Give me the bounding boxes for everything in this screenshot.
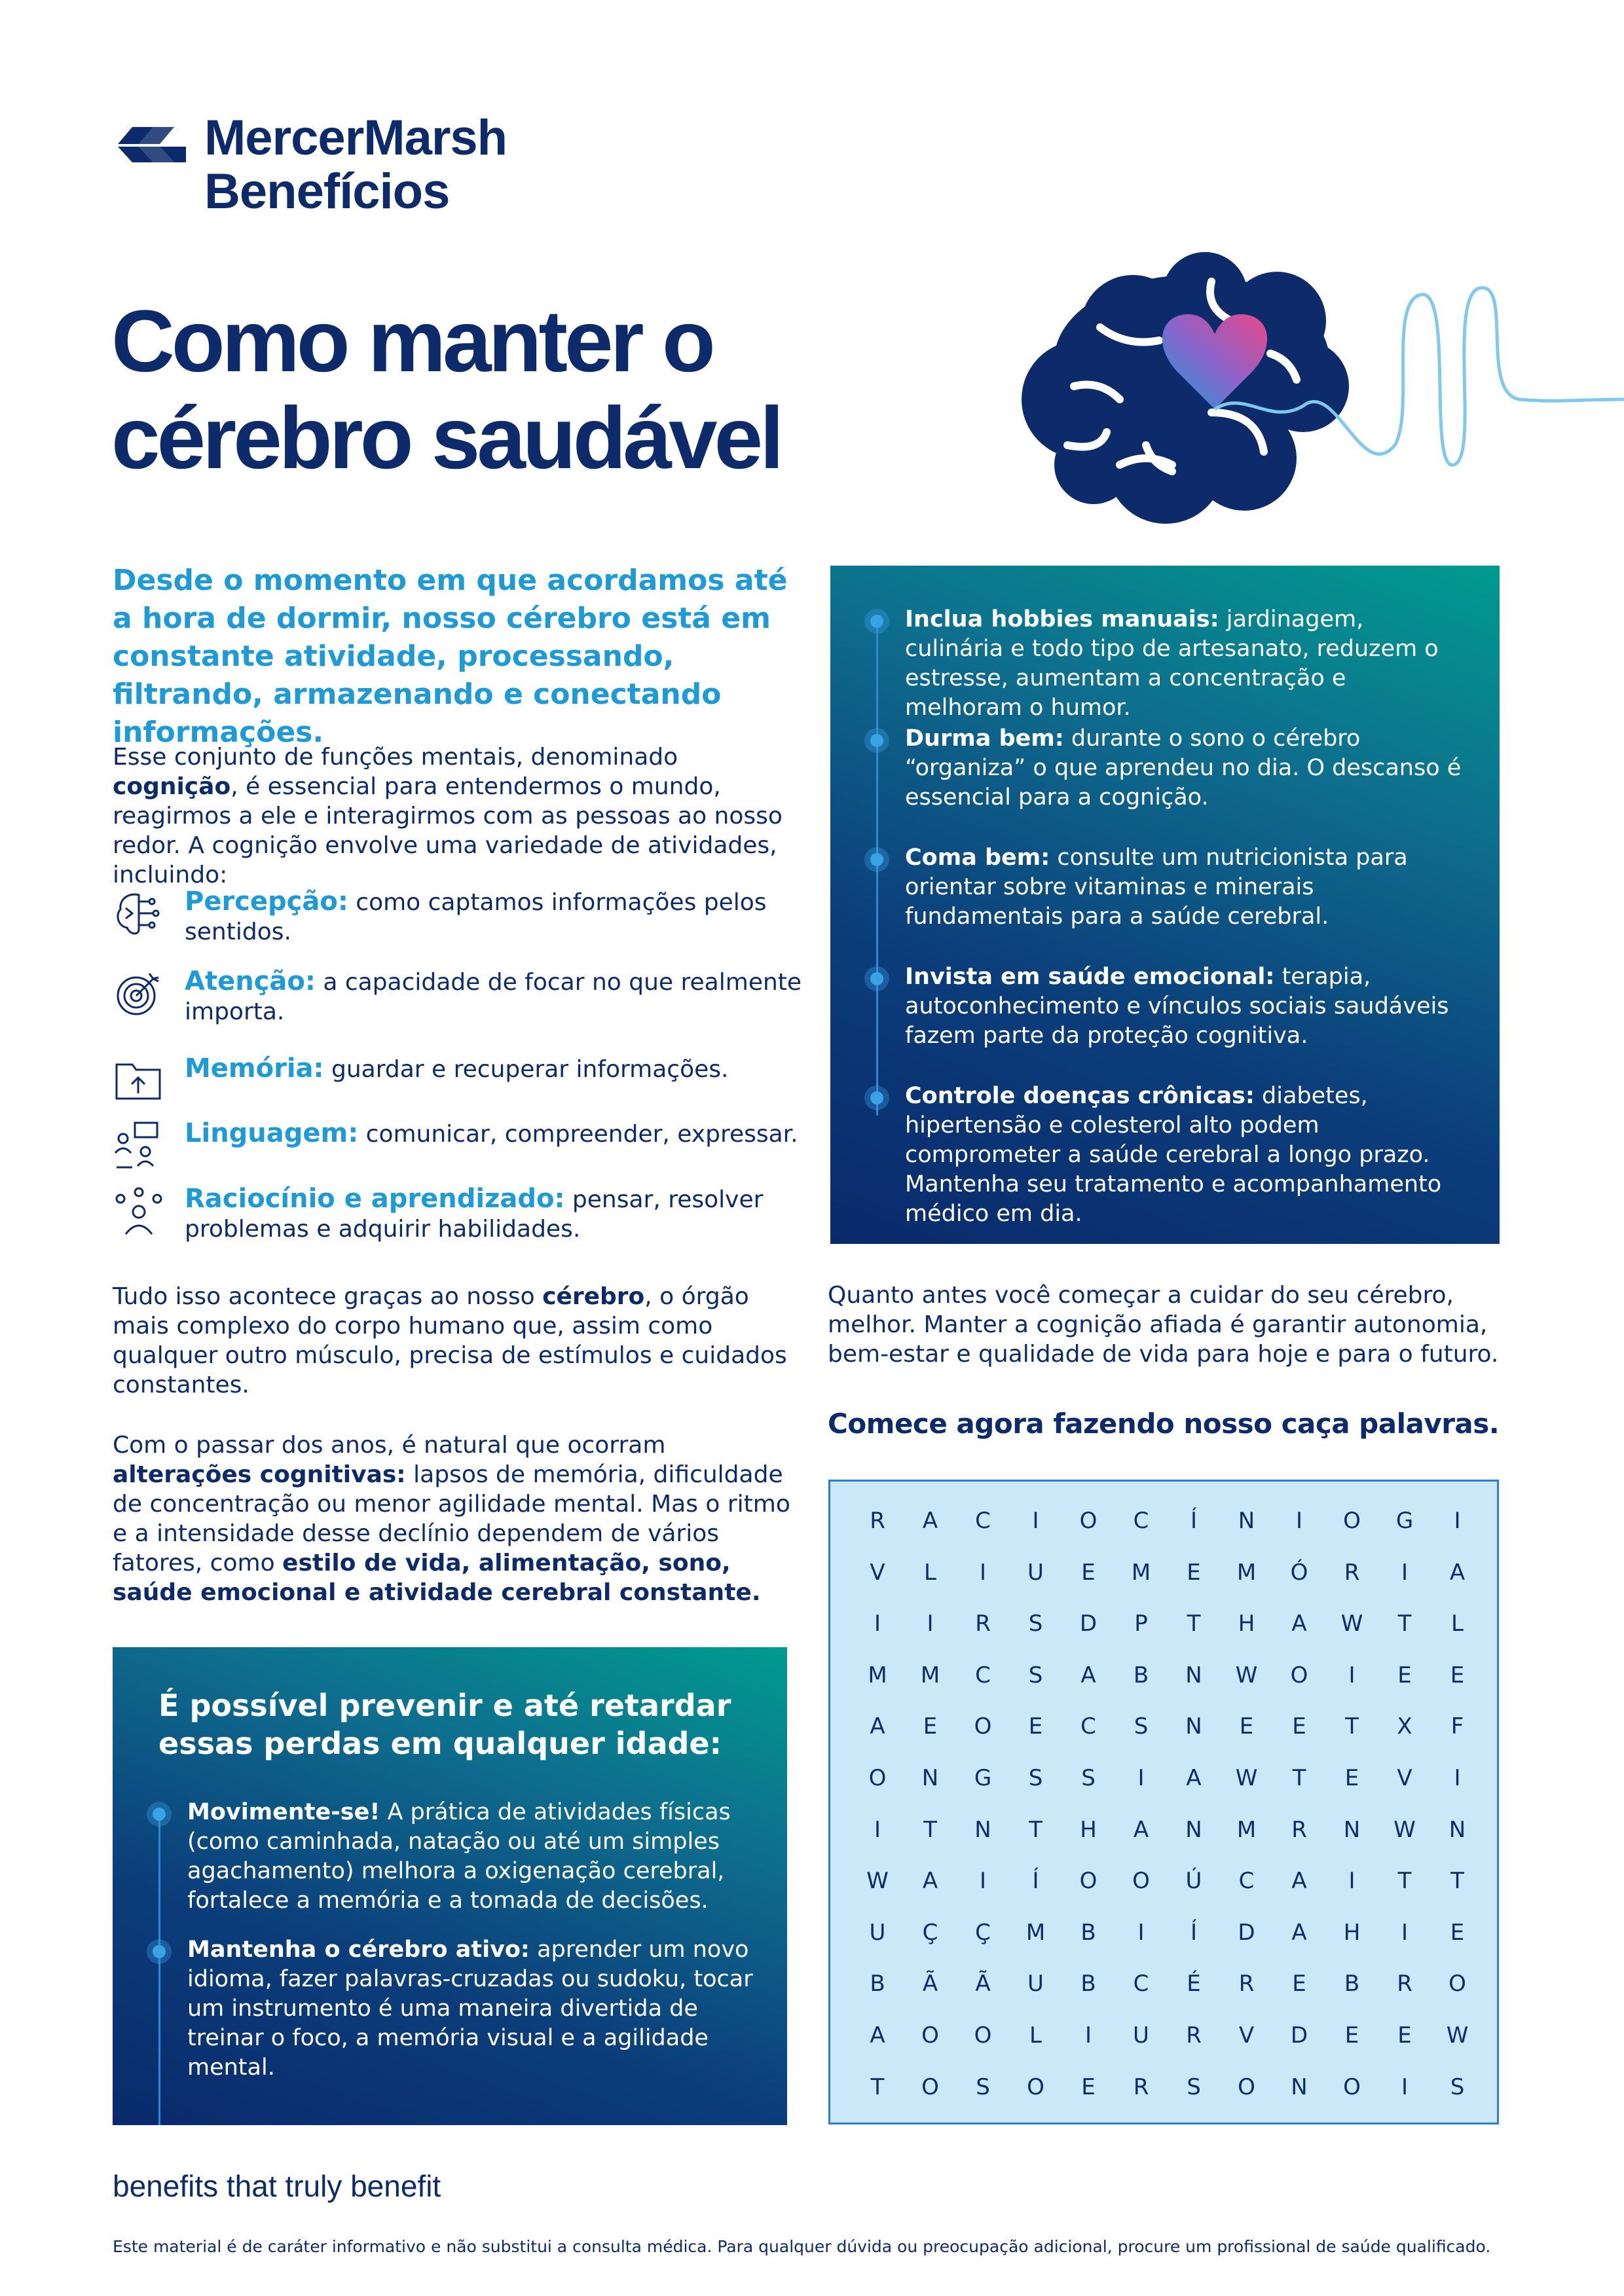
word-search-letter[interactable]: M	[920, 1662, 940, 1688]
word-search-letter[interactable]: E	[1397, 2022, 1412, 2049]
word-search-letter[interactable]: R	[1186, 2022, 1202, 2049]
word-search-letter[interactable]: R	[870, 1508, 885, 1534]
prevention-heading: É possível prevenir e até retardar essas perdas em qualquer idade:	[158, 1688, 731, 1761]
word-search-letter[interactable]: I	[1348, 1868, 1356, 1895]
word-search-letter[interactable]: S	[1450, 2073, 1465, 2100]
function-text: comunicar, compreender, expressar.	[358, 1121, 798, 1148]
word-search-letter[interactable]: H	[1238, 1611, 1255, 1637]
word-search-letter[interactable]: N	[921, 1765, 939, 1791]
group-network-icon	[113, 1184, 165, 1237]
function-text: a capacidade de focar no que realmente importa.	[185, 969, 802, 1025]
word-search-letter[interactable]: U	[1133, 2022, 1149, 2049]
word-search-letter[interactable]: I	[1137, 1919, 1145, 1946]
word-search-letter[interactable]: E	[1450, 1919, 1465, 1946]
brand-logo	[113, 111, 507, 219]
word-search-letter[interactable]: N	[1185, 1713, 1202, 1740]
timeline-line	[158, 1811, 160, 2125]
word-search-letter[interactable]: A	[922, 1508, 938, 1534]
word-search-letter[interactable]: C	[1238, 1868, 1255, 1895]
word-search-letter[interactable]: T	[1450, 1868, 1464, 1895]
cognition-paragraph: Esse conjunto de funções mentais, denominado cognição, é essencial para entendermos o mundo, reagirmos a ele e interagirmos com as pessoas ao nosso redor. A cognição envolve uma variedade de atividades, incluindo:	[113, 744, 783, 888]
function-text: guardar e recuperar informações.	[323, 1056, 729, 1083]
word-search-letter[interactable]: G	[1395, 1508, 1414, 1534]
word-search-letter[interactable]: W	[866, 1868, 889, 1895]
word-search-letter[interactable]: A	[922, 1868, 938, 1895]
word-search-letter[interactable]: É	[1187, 1971, 1201, 1997]
word-search-letter[interactable]: I	[1295, 1508, 1303, 1534]
word-search-letter[interactable]: S	[1187, 2073, 1201, 2100]
word-search-letter[interactable]: I	[1401, 2073, 1409, 2100]
bullet-dot-icon	[864, 1085, 889, 1110]
word-search-letter[interactable]: N	[1185, 1816, 1202, 1843]
word-search-letter[interactable]: A	[1133, 1816, 1149, 1843]
word-search-letter[interactable]: S	[1081, 1765, 1096, 1791]
word-search-letter[interactable]: I	[927, 1611, 934, 1637]
word-search-letter[interactable]: I	[1454, 1765, 1461, 1791]
function-heading: Atenção:	[185, 966, 316, 996]
word-search-letter[interactable]: R	[1291, 1816, 1307, 1843]
word-search-letter[interactable]: H	[1343, 1919, 1361, 1946]
word-search-letter[interactable]: X	[1397, 1713, 1412, 1740]
word-search-letter[interactable]: Ç	[975, 1919, 991, 1946]
word-search-letter[interactable]: Í	[1190, 1919, 1198, 1946]
word-search-letter[interactable]: I	[874, 1816, 881, 1843]
title-line-2: cérebro saudável	[111, 390, 781, 487]
word-search-letter[interactable]: M	[1236, 1816, 1257, 1843]
word-search-letter[interactable]: I	[1084, 2022, 1092, 2049]
word-search-letter[interactable]: A	[1291, 1611, 1307, 1637]
word-search-letter[interactable]: Í	[1032, 1868, 1039, 1895]
word-search-letter[interactable]: D	[1238, 1919, 1255, 1946]
word-search-letter[interactable]: O	[1238, 2073, 1255, 2100]
word-search-letter[interactable]: N	[1343, 1816, 1361, 1843]
aging-paragraph: Com o passar dos anos, é natural que ocorram alterações cognitivas: lapsos de memória, dificuldade de concentração ou menor agilidade mental. Mas o ritmo e a intensidade desse declínio dependem de vários fatores, como estilo de vida, alimentação, sono, saúde emocional e atividade cerebral constante.	[113, 1432, 790, 1606]
word-search-letter[interactable]: T	[1397, 1611, 1412, 1637]
word-search-letter[interactable]: E	[1081, 1559, 1096, 1586]
word-search-letter[interactable]: C	[1133, 1971, 1149, 1997]
word-search-letter[interactable]: C	[975, 1662, 991, 1688]
word-search-letter[interactable]: I	[1454, 1508, 1461, 1534]
word-search-letter[interactable]: G	[974, 1765, 992, 1791]
word-search-letter[interactable]: D	[1079, 1611, 1098, 1637]
word-search-letter[interactable]: B	[1080, 1919, 1096, 1946]
word-search-letter[interactable]: W	[1235, 1662, 1258, 1688]
word-search-letter[interactable]: I	[1401, 1559, 1409, 1586]
word-search-letter[interactable]: O	[1343, 2073, 1361, 2100]
word-search-letter[interactable]: W	[1235, 1765, 1258, 1791]
word-search-letter[interactable]: N	[1238, 1508, 1255, 1534]
word-search-letter[interactable]: A	[870, 1713, 885, 1740]
word-search-letter[interactable]: E	[1450, 1662, 1465, 1688]
intro-text: Desde o momento em que acordamos até a hora de dormir, nosso cérebro está em constante atividade, processando, filtrando, armazenando e conectando informações.	[113, 564, 788, 749]
cognition-term: cognição	[113, 773, 231, 800]
function-text: como captamos informações pelos sentidos.	[185, 889, 767, 945]
word-search-letter[interactable]: S	[1028, 1765, 1043, 1791]
word-search-letter[interactable]: I	[1401, 1919, 1409, 1946]
word-search-letter[interactable]: L	[1451, 1611, 1464, 1637]
word-search-letter[interactable]: T	[1292, 1765, 1306, 1791]
word-search-letter[interactable]: E	[1239, 1713, 1254, 1740]
word-search-letter[interactable]: I	[1137, 1765, 1145, 1791]
word-search-letter[interactable]: B	[870, 1971, 885, 1997]
word-search-letter[interactable]: I	[1032, 1508, 1039, 1534]
word-search-letter[interactable]: S	[1028, 1611, 1043, 1637]
word-search-letter[interactable]: M	[1236, 1559, 1257, 1586]
word-search-letter[interactable]: R	[1397, 1971, 1412, 1997]
word-search-letter[interactable]: N	[1449, 1816, 1466, 1843]
word-search-letter[interactable]: S	[976, 2073, 990, 2100]
word-search-letter[interactable]: O	[1027, 2073, 1044, 2100]
word-search-letter[interactable]: Ã	[975, 1971, 991, 1997]
word-search-letter[interactable]: N	[1185, 1662, 1202, 1688]
word-search-letter[interactable]: Í	[1190, 1508, 1198, 1534]
word-search-letter[interactable]: S	[1028, 1662, 1043, 1688]
word-search-letter[interactable]: Ã	[922, 1971, 938, 1997]
word-search-letter[interactable]: R	[975, 1611, 991, 1637]
word-search-letter[interactable]: I	[874, 1611, 881, 1637]
word-search-letter[interactable]: E	[1028, 1713, 1043, 1740]
word-search-letter[interactable]: U	[869, 1919, 886, 1946]
word-search-letter[interactable]: Ú	[1185, 1868, 1202, 1895]
word-search-letter[interactable]: O	[1079, 1508, 1098, 1534]
function-heading: Linguagem:	[185, 1118, 359, 1148]
word-search-letter[interactable]: Ç	[922, 1919, 938, 1946]
word-search-letter[interactable]: O	[974, 1713, 992, 1740]
word-search-letter[interactable]: E	[923, 1713, 938, 1740]
bullet-dot-icon	[864, 847, 889, 872]
word-search-letter[interactable]: I	[979, 1868, 987, 1895]
word-search-letter[interactable]: B	[1133, 1662, 1149, 1688]
closing-paragraph: Quanto antes você começar a cuidar do seu cérebro, melhor. Manter a cognição afiada é garantir autonomia, bem-estar e qualidade de vida para hoje e para o futuro.	[828, 1282, 1499, 1368]
word-search-letter[interactable]: M	[868, 1662, 887, 1688]
word-search-letter[interactable]: B	[1344, 1971, 1360, 1997]
word-search-letter[interactable]: W	[1393, 1816, 1416, 1843]
prevention-box: É possível prevenir e até retardar essas perdas em qualquer idade: Movimente-se! A prática de atividades físicas (como caminhada, natação ou até um simples agachamento) melhora a oxigenação cerebral, fortalece a memória e a tomada de decisões. Mantenha o cérebro ativo: aprender um novo idioma, fazer palavras-cruzadas ou sudoku, tocar um instrumento é uma maneira divertida de treinar o foco, a memória visual e a agilidade mental.	[113, 1647, 787, 2125]
word-search-letter[interactable]: F	[1450, 1713, 1464, 1740]
target-icon	[113, 967, 165, 1019]
word-search-letter[interactable]: E	[1397, 1662, 1412, 1688]
folder-upload-icon	[113, 1054, 165, 1106]
word-search-letter[interactable]: A	[1291, 1919, 1307, 1946]
word-search-letter[interactable]: O	[1290, 1662, 1308, 1688]
word-search-letter[interactable]: T	[1029, 1816, 1043, 1843]
title-line-1: Como manter o	[111, 293, 712, 390]
word-search-letter[interactable]: E	[1344, 1765, 1359, 1791]
page-title	[111, 293, 897, 487]
word-search-letter[interactable]: C	[1133, 1508, 1149, 1534]
function-heading: Raciocínio e aprendizado:	[185, 1184, 565, 1214]
word-search-letter[interactable]: T	[1187, 1611, 1201, 1637]
word-search-letter[interactable]: Ó	[1290, 1559, 1308, 1586]
word-search-letter[interactable]: O	[1343, 1508, 1361, 1534]
word-search-letter[interactable]: N	[1291, 2073, 1308, 2100]
word-search-letter[interactable]: B	[1080, 1971, 1096, 1997]
brand-subname: Benefícios	[204, 164, 450, 219]
word-search-letter[interactable]: T	[870, 2073, 885, 2100]
word-search-letter[interactable]: A	[1080, 1662, 1096, 1688]
word-search-letter[interactable]: O	[921, 2022, 939, 2049]
word-search-letter[interactable]: D	[1290, 2022, 1308, 2049]
word-search-letter[interactable]: N	[974, 1816, 991, 1843]
function-heading: Memória:	[185, 1053, 324, 1084]
word-search-letter[interactable]: O	[974, 2022, 992, 2049]
word-search-letter[interactable]: E	[1344, 2022, 1359, 2049]
disclaimer: Este material é de caráter informativo e não substitui a consulta médica. Para qualquer dúvida ou preocupação adicional, procure um profissional de saúde qualificado.	[113, 2237, 1491, 2256]
bullet-dot-icon	[147, 1939, 172, 1964]
brand-name: MercerMarsh	[204, 110, 507, 166]
word-search-letter[interactable]: E	[1292, 1971, 1306, 1997]
word-search-letter[interactable]: R	[1133, 2073, 1149, 2100]
bullet-dot-icon	[864, 609, 889, 634]
word-search-letter[interactable]: O	[1132, 1868, 1150, 1895]
word-search-letter[interactable]: E	[1081, 2073, 1096, 2100]
word-search-letter[interactable]: O	[1079, 1868, 1098, 1895]
word-search-letter[interactable]: T	[1397, 1868, 1412, 1895]
word-search-letter[interactable]: I	[1348, 1662, 1356, 1688]
word-search-letter[interactable]: C	[1080, 1713, 1096, 1740]
word-search-letter[interactable]: M	[1131, 1559, 1151, 1586]
word-search-letter[interactable]: T	[1345, 1713, 1359, 1740]
bullet-dot-icon	[147, 1802, 172, 1827]
word-search-letter[interactable]: V	[870, 1559, 885, 1586]
word-search-letter[interactable]: E	[1292, 1713, 1306, 1740]
brain-circuit-icon	[113, 887, 165, 939]
word-search-letter[interactable]: E	[1187, 1559, 1201, 1586]
people-chat-icon	[113, 1119, 165, 1171]
word-search-grid[interactable]	[828, 1480, 1499, 2124]
word-search-letter[interactable]: R	[1344, 1559, 1360, 1586]
word-search-letter[interactable]: P	[1134, 1611, 1148, 1637]
word-search-letter[interactable]: S	[1134, 1713, 1149, 1740]
word-search-letter[interactable]: U	[1027, 1971, 1044, 1997]
word-search-letter[interactable]: W	[1340, 1611, 1363, 1637]
word-search-letter[interactable]: A	[1186, 1765, 1202, 1791]
word-search-letter[interactable]: U	[1027, 1559, 1044, 1586]
word-search-letter[interactable]: R	[1238, 1971, 1255, 1997]
word-search-letter[interactable]: V	[1397, 1765, 1412, 1791]
word-search-letter[interactable]: L	[924, 1559, 936, 1586]
function-text: pensar, resolver problemas e adquirir habilidades.	[185, 1186, 764, 1243]
tips-box: Inclua hobbies manuais: jardinagem, culinária e todo tipo de artesanato, reduzem o estresse, aumentam a concentração e melhoram o humor. Durma bem: durante o sono o cérebro “organiza” o que aprendeu no dia. O descanso é essencial para a cognição. Coma bem: consulte um nutricionista para orientar sobre vitaminas e minerais fundamentais para a saúde cerebral. Invista em saúde emocional: terapia, autoconhecimento e vínculos sociais saudáveis fazem parte da proteção cognitiva. Controle doenças crônicas: diabetes, hipertensão e colesterol alto podem comprometer a saúde cerebral a longo prazo. Mantenha seu tratamento e acompanhamento médico em dia.	[830, 566, 1500, 1244]
word-search-letter[interactable]: I	[979, 1559, 987, 1586]
word-search-letter[interactable]: O	[868, 1765, 887, 1791]
word-search-letter[interactable]: W	[1446, 2022, 1469, 2049]
mercer-marsh-logo-icon	[113, 120, 190, 169]
word-search-letter[interactable]: M	[1025, 1919, 1046, 1946]
brain-heart-illustration-icon	[995, 249, 1624, 537]
word-search-letter[interactable]: A	[1291, 1868, 1307, 1895]
word-search-letter[interactable]: L	[1029, 2022, 1042, 2049]
word-search-letter[interactable]: O	[921, 2073, 939, 2100]
bullet-dot-icon	[864, 966, 889, 991]
function-heading: Percepção:	[185, 886, 348, 917]
tagline: benefits that truly benefit	[113, 2169, 441, 2203]
bullet-dot-icon	[864, 728, 889, 753]
word-search-cta: Comece agora fazendo nosso caça palavras.	[828, 1408, 1500, 1440]
word-search-letter[interactable]: H	[1080, 1816, 1097, 1843]
word-search-letter[interactable]: V	[1238, 2022, 1255, 2049]
word-search-letter[interactable]: A	[870, 2022, 885, 2049]
word-search-letter[interactable]: A	[1449, 1559, 1466, 1586]
word-search-letter[interactable]: O	[1449, 1971, 1466, 1997]
word-search-letter[interactable]: T	[923, 1816, 937, 1843]
word-search-letter[interactable]: C	[975, 1508, 991, 1534]
brain-paragraph: Tudo isso acontece graças ao nosso cérebro, o órgão mais complexo do corpo humano que, assim como qualquer outro músculo, precisa de estímulos e cuidados constantes.	[113, 1283, 787, 1398]
